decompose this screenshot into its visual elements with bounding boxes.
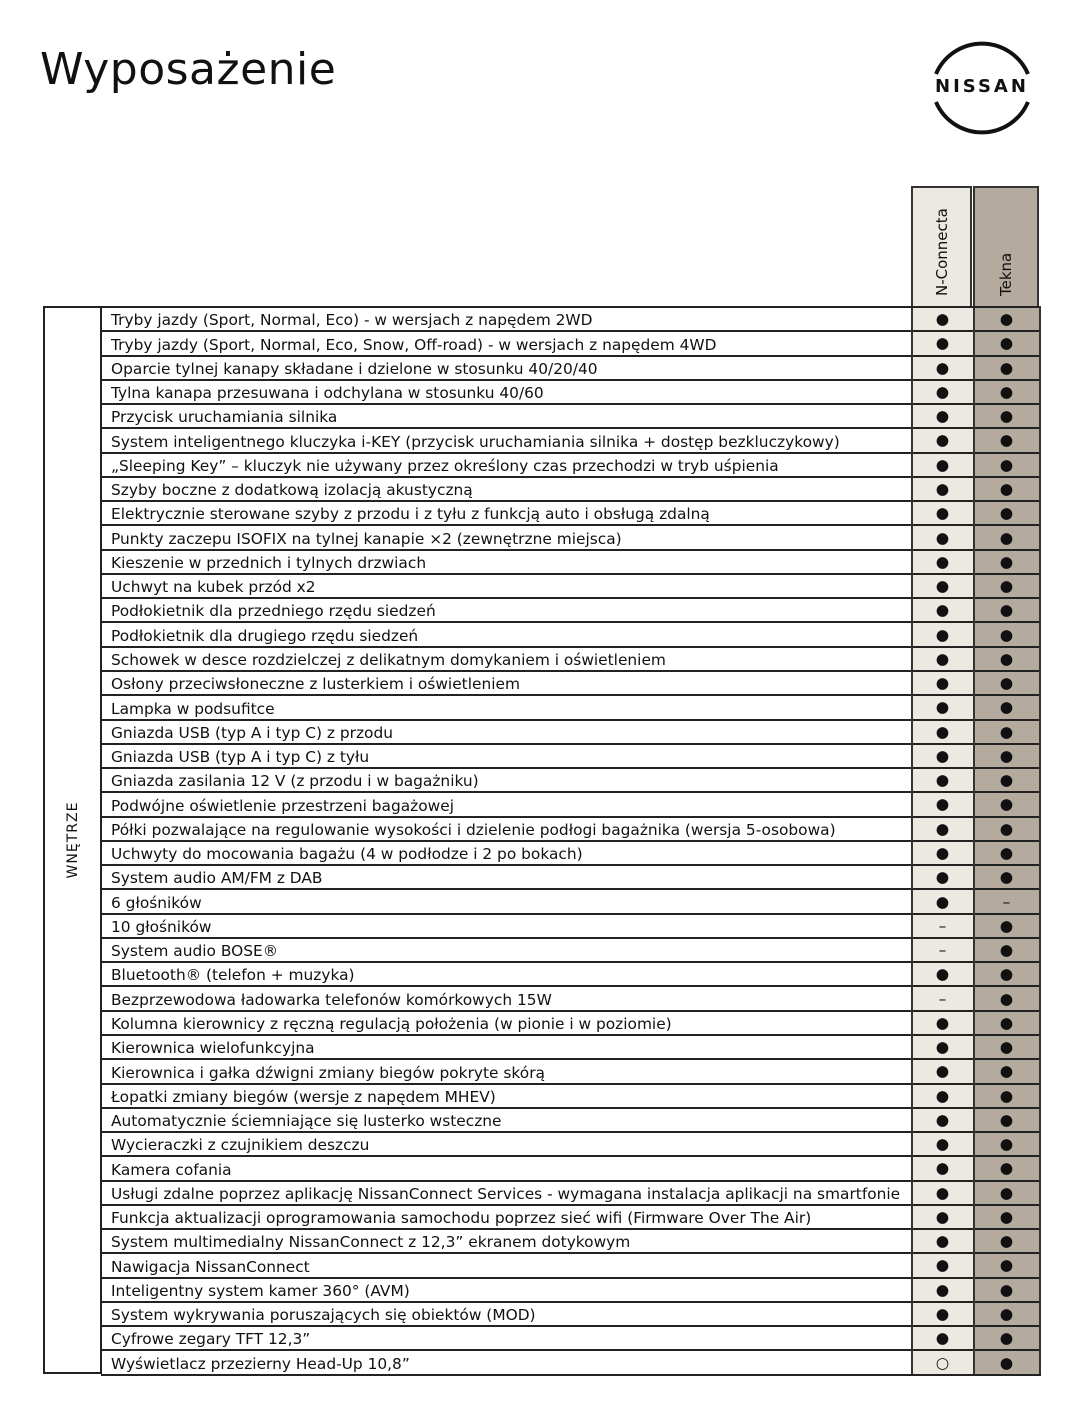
n-connecta-cell: ● (912, 1253, 974, 1277)
table-row (102, 938, 1040, 962)
feature-cell: Podwójne oświetlenie przestrzeni bagażowej (102, 792, 912, 816)
feature-cell: Elektrycznie sterowane szyby z przodu i z tyłu z funkcją auto i obsługą zdalną (102, 501, 912, 525)
feature-cell: Uchwyty do mocowania bagażu (4 w podłodze i 2 po bokach) (102, 841, 912, 865)
feature-cell: 10 głośników (102, 914, 912, 938)
n-connecta-cell: ● (912, 307, 974, 331)
tekna-cell: ● (974, 1108, 1040, 1132)
table-row (102, 792, 1040, 816)
table-row (102, 1205, 1040, 1229)
feature-cell: Kierownica wielofunkcyjna (102, 1035, 912, 1059)
n-connecta-cell: ● (912, 453, 974, 477)
feature-cell: 6 głośników (102, 889, 912, 913)
feature-cell: Szyby boczne z dodatkową izolacją akustyczną (102, 477, 912, 501)
table-row (102, 841, 1040, 865)
n-connecta-cell: ● (912, 1302, 974, 1326)
tekna-cell: – (974, 889, 1040, 913)
n-connecta-cell: ● (912, 744, 974, 768)
tekna-cell: ● (974, 307, 1040, 331)
tekna-cell: ● (974, 598, 1040, 622)
equipment-table (101, 306, 1041, 1376)
table-row (102, 525, 1040, 549)
table-row (102, 622, 1040, 646)
n-connecta-cell: ● (912, 356, 974, 380)
n-connecta-cell: ● (912, 550, 974, 574)
table-row (102, 647, 1040, 671)
n-connecta-cell: ● (912, 889, 974, 913)
n-connecta-cell: ● (912, 380, 974, 404)
tekna-cell: ● (974, 841, 1040, 865)
n-connecta-cell: ● (912, 695, 974, 719)
tekna-cell: ● (974, 1132, 1040, 1156)
n-connecta-cell: – (912, 914, 974, 938)
n-connecta-cell: ● (912, 622, 974, 646)
feature-cell: Kieszenie w przednich i tylnych drzwiach (102, 550, 912, 574)
table-row (102, 1156, 1040, 1180)
n-connecta-cell: ● (912, 1084, 974, 1108)
feature-cell: Automatycznie ściemniające się lusterko wsteczne (102, 1108, 912, 1132)
feature-cell: Wycieraczki z czujnikiem deszczu (102, 1132, 912, 1156)
table-row (102, 1326, 1040, 1350)
tekna-cell: ● (974, 986, 1040, 1010)
page-title: Wyposażenie (40, 44, 337, 95)
table-row (102, 598, 1040, 622)
n-connecta-cell: ● (912, 1108, 974, 1132)
feature-cell: Wyświetlacz przezierny Head-Up 10,8” (102, 1350, 912, 1374)
n-connecta-cell: ● (912, 1132, 974, 1156)
tekna-cell: ● (974, 914, 1040, 938)
table-row (102, 307, 1040, 331)
table-row (102, 501, 1040, 525)
nissan-logo (924, 40, 1040, 136)
tekna-cell: ● (974, 647, 1040, 671)
table-row (102, 380, 1040, 404)
n-connecta-cell: ● (912, 1205, 974, 1229)
feature-cell: Tryby jazdy (Sport, Normal, Eco, Snow, Off-road) - w wersjach z napędem 4WD (102, 331, 912, 355)
feature-cell: Podłokietnik dla drugiego rzędu siedzeń (102, 622, 912, 646)
tekna-cell: ● (974, 574, 1040, 598)
n-connecta-cell: ● (912, 962, 974, 986)
tekna-cell: ● (974, 1229, 1040, 1253)
n-connecta-cell: ● (912, 720, 974, 744)
tekna-cell: ● (974, 1302, 1040, 1326)
feature-cell: Nawigacja NissanConnect (102, 1253, 912, 1277)
section-label (43, 306, 101, 1374)
n-connecta-cell: ● (912, 574, 974, 598)
feature-cell: Inteligentny system kamer 360° (AVM) (102, 1278, 912, 1302)
table-row (102, 768, 1040, 792)
table-row (102, 1059, 1040, 1083)
n-connecta-cell: – (912, 938, 974, 962)
feature-cell: Kamera cofania (102, 1156, 912, 1180)
n-connecta-cell: ● (912, 331, 974, 355)
table-row (102, 914, 1040, 938)
feature-cell: Punkty zaczepu ISOFIX na tylnej kanapie ×2 (zewnętrzne miejsca) (102, 525, 912, 549)
table-row (102, 1181, 1040, 1205)
table-row (102, 1084, 1040, 1108)
column-header-label: Tekna (997, 252, 1015, 296)
tekna-cell: ● (974, 865, 1040, 889)
n-connecta-cell: ● (912, 817, 974, 841)
table-row (102, 1035, 1040, 1059)
table-row (102, 817, 1040, 841)
column-header-label: N-Connecta (932, 208, 951, 296)
tekna-cell: ● (974, 1181, 1040, 1205)
tekna-cell: ● (974, 1035, 1040, 1059)
n-connecta-cell: ○ (912, 1350, 974, 1374)
feature-cell: Kierownica i gałka dźwigni zmiany biegów pokryte skórą (102, 1059, 912, 1083)
feature-cell: System inteligentnego kluczyka i-KEY (przycisk uruchamiania silnika + dostęp bezkluczykowy) (102, 428, 912, 452)
tekna-cell: ● (974, 331, 1040, 355)
n-connecta-cell: ● (912, 1059, 974, 1083)
table-row (102, 1302, 1040, 1326)
tekna-cell: ● (974, 622, 1040, 646)
feature-cell: System audio BOSE® (102, 938, 912, 962)
n-connecta-cell: ● (912, 768, 974, 792)
feature-cell: Kolumna kierownicy z ręczną regulacją położenia (w pionie i w poziomie) (102, 1011, 912, 1035)
table-row (102, 1011, 1040, 1035)
n-connecta-cell: ● (912, 598, 974, 622)
tekna-cell: ● (974, 1156, 1040, 1180)
tekna-cell: ● (974, 962, 1040, 986)
tekna-cell: ● (974, 428, 1040, 452)
tekna-cell: ● (974, 404, 1040, 428)
feature-cell: Bluetooth® (telefon + muzyka) (102, 962, 912, 986)
feature-cell: System multimedialny NissanConnect z 12,3” ekranem dotykowym (102, 1229, 912, 1253)
table-row (102, 453, 1040, 477)
table-row (102, 1278, 1040, 1302)
feature-cell: Uchwyt na kubek przód x2 (102, 574, 912, 598)
feature-cell: Osłony przeciwsłoneczne z lusterkiem i oświetleniem (102, 671, 912, 695)
feature-cell: Przycisk uruchamiania silnika (102, 404, 912, 428)
tekna-cell: ● (974, 453, 1040, 477)
tekna-cell: ● (974, 477, 1040, 501)
section-label-text: WNĘTRZE (64, 801, 81, 879)
table-row (102, 1132, 1040, 1156)
table-row (102, 1108, 1040, 1132)
tekna-cell: ● (974, 550, 1040, 574)
tekna-cell: ● (974, 1326, 1040, 1350)
feature-cell: Gniazda zasilania 12 V (z przodu i w bagażniku) (102, 768, 912, 792)
feature-cell: Tylna kanapa przesuwana i odchylana w stosunku 40/60 (102, 380, 912, 404)
n-connecta-cell: ● (912, 525, 974, 549)
table-row (102, 695, 1040, 719)
feature-cell: Łopatki zmiany biegów (wersje z napędem MHEV) (102, 1084, 912, 1108)
n-connecta-cell: ● (912, 647, 974, 671)
tekna-cell: ● (974, 792, 1040, 816)
nissan-logo-text: NISSAN (935, 76, 1029, 97)
feature-cell: System wykrywania poruszających się obiektów (MOD) (102, 1302, 912, 1326)
table-row (102, 865, 1040, 889)
tekna-cell: ● (974, 938, 1040, 962)
table-row (102, 962, 1040, 986)
tekna-cell: ● (974, 1059, 1040, 1083)
feature-cell: Schowek w desce rozdzielczej z delikatnym domykaniem i oświetleniem (102, 647, 912, 671)
table-row (102, 744, 1040, 768)
tekna-cell: ● (974, 1205, 1040, 1229)
tekna-cell: ● (974, 1278, 1040, 1302)
n-connecta-cell: ● (912, 1326, 974, 1350)
feature-cell: Podłokietnik dla przedniego rzędu siedzeń (102, 598, 912, 622)
feature-cell: Lampka w podsufitce (102, 695, 912, 719)
n-connecta-cell: ● (912, 1156, 974, 1180)
n-connecta-cell: ● (912, 792, 974, 816)
feature-cell: „Sleeping Key” – kluczyk nie używany przez określony czas przechodzi w tryb uśpienia (102, 453, 912, 477)
table-row (102, 550, 1040, 574)
tekna-cell: ● (974, 356, 1040, 380)
column-header-tekna (973, 186, 1039, 306)
table-row (102, 477, 1040, 501)
tekna-cell: ● (974, 525, 1040, 549)
tekna-cell: ● (974, 1350, 1040, 1374)
tekna-cell: ● (974, 1253, 1040, 1277)
n-connecta-cell: ● (912, 428, 974, 452)
tekna-cell: ● (974, 695, 1040, 719)
n-connecta-cell: ● (912, 1035, 974, 1059)
table-row (102, 574, 1040, 598)
n-connecta-cell: ● (912, 1278, 974, 1302)
table-row (102, 356, 1040, 380)
feature-cell: System audio AM/FM z DAB (102, 865, 912, 889)
n-connecta-cell: ● (912, 1229, 974, 1253)
feature-cell: Gniazda USB (typ A i typ C) z przodu (102, 720, 912, 744)
table-row (102, 1229, 1040, 1253)
feature-cell: Gniazda USB (typ A i typ C) z tyłu (102, 744, 912, 768)
table-row (102, 1253, 1040, 1277)
feature-cell: Cyfrowe zegary TFT 12,3” (102, 1326, 912, 1350)
feature-cell: Tryby jazdy (Sport, Normal, Eco) - w wersjach z napędem 2WD (102, 307, 912, 331)
n-connecta-cell: ● (912, 671, 974, 695)
table-row (102, 889, 1040, 913)
table-row (102, 404, 1040, 428)
tekna-cell: ● (974, 720, 1040, 744)
feature-cell: Funkcja aktualizacji oprogramowania samochodu poprzez sieć wifi (Firmware Over The Air) (102, 1205, 912, 1229)
tekna-cell: ● (974, 501, 1040, 525)
column-header-n-connecta (911, 186, 972, 306)
tekna-cell: ● (974, 1084, 1040, 1108)
n-connecta-cell: ● (912, 841, 974, 865)
tekna-cell: ● (974, 380, 1040, 404)
table-row (102, 986, 1040, 1010)
n-connecta-cell: ● (912, 1181, 974, 1205)
tekna-cell: ● (974, 1011, 1040, 1035)
n-connecta-cell: ● (912, 477, 974, 501)
n-connecta-cell: ● (912, 1011, 974, 1035)
feature-cell: Bezprzewodowa ładowarka telefonów komórkowych 15W (102, 986, 912, 1010)
feature-cell: Usługi zdalne poprzez aplikację NissanConnect Services - wymagana instalacja aplikacji na smartfonie (102, 1181, 912, 1205)
feature-cell: Półki pozwalające na regulowanie wysokości i dzielenie podłogi bagażnika (wersja 5-osobowa) (102, 817, 912, 841)
tekna-cell: ● (974, 744, 1040, 768)
n-connecta-cell: ● (912, 404, 974, 428)
table-row (102, 671, 1040, 695)
tekna-cell: ● (974, 768, 1040, 792)
n-connecta-cell: ● (912, 501, 974, 525)
tekna-cell: ● (974, 671, 1040, 695)
table-row (102, 720, 1040, 744)
tekna-cell: ● (974, 817, 1040, 841)
table-row (102, 428, 1040, 452)
feature-cell: Oparcie tylnej kanapy składane i dzielone w stosunku 40/20/40 (102, 356, 912, 380)
table-row (102, 1350, 1040, 1374)
n-connecta-cell: – (912, 986, 974, 1010)
n-connecta-cell: ● (912, 865, 974, 889)
table-row (102, 331, 1040, 355)
